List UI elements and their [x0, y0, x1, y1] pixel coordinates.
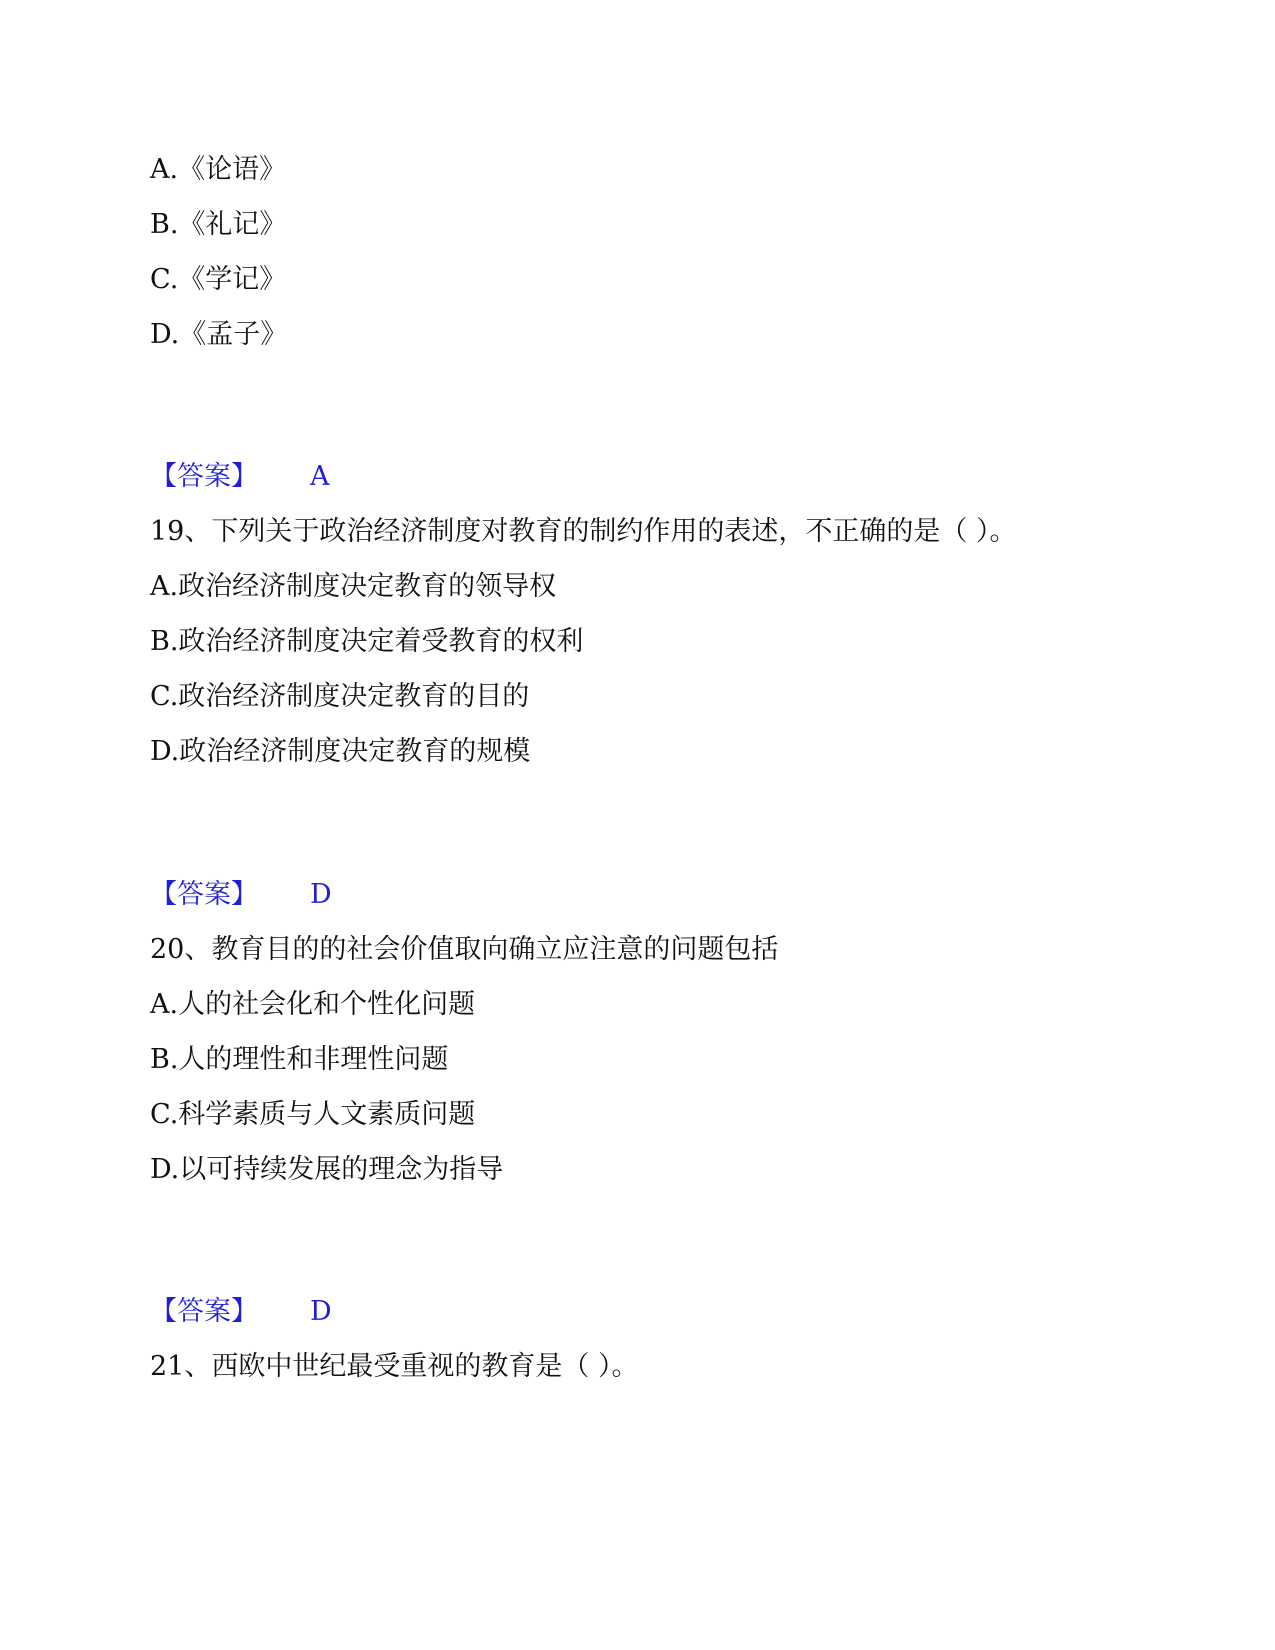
q19-option-d: D.政治经济制度决定教育的规模: [150, 736, 531, 767]
q19-stem: 19、下列关于政治经济制度对教育的制约作用的表述，不正确的是（ ）。: [150, 516, 1017, 547]
q19-answer: [150, 877, 332, 913]
q18-option-c: C.《学记》: [150, 264, 287, 295]
q18-option-d: D.《孟子》: [150, 319, 288, 350]
answer-value: D: [310, 879, 332, 910]
q20-answer: [150, 1294, 332, 1330]
q21-stem: 21、西欧中世纪最受重视的教育是（ ）。: [150, 1351, 639, 1382]
q20-stem: 20、教育目的的社会价值取向确立应注意的问题包括: [150, 934, 779, 965]
answer-label: 【答案】: [150, 461, 258, 492]
q20-option-d: D.以可持续发展的理念为指导: [150, 1154, 504, 1185]
q20-option-b: B.人的理性和非理性问题: [150, 1044, 449, 1075]
q18-option-b: B.《礼记》: [150, 209, 287, 240]
q18-option-a: A.《论语》: [150, 154, 287, 185]
answer-label: 【答案】: [150, 1296, 258, 1327]
q18-answer: [150, 459, 330, 495]
q19-option-a: A.政治经济制度决定教育的领导权: [150, 571, 557, 602]
answer-label: 【答案】: [150, 879, 258, 910]
q20-option-a: A.人的社会化和个性化问题: [150, 989, 476, 1020]
q20-option-c: C.科学素质与人文素质问题: [150, 1099, 476, 1130]
q19-option-b: B.政治经济制度决定着受教育的权利: [150, 626, 584, 657]
answer-value: A: [310, 461, 330, 492]
q19-option-c: C.政治经济制度决定教育的目的: [150, 681, 530, 712]
answer-value: D: [310, 1296, 332, 1327]
